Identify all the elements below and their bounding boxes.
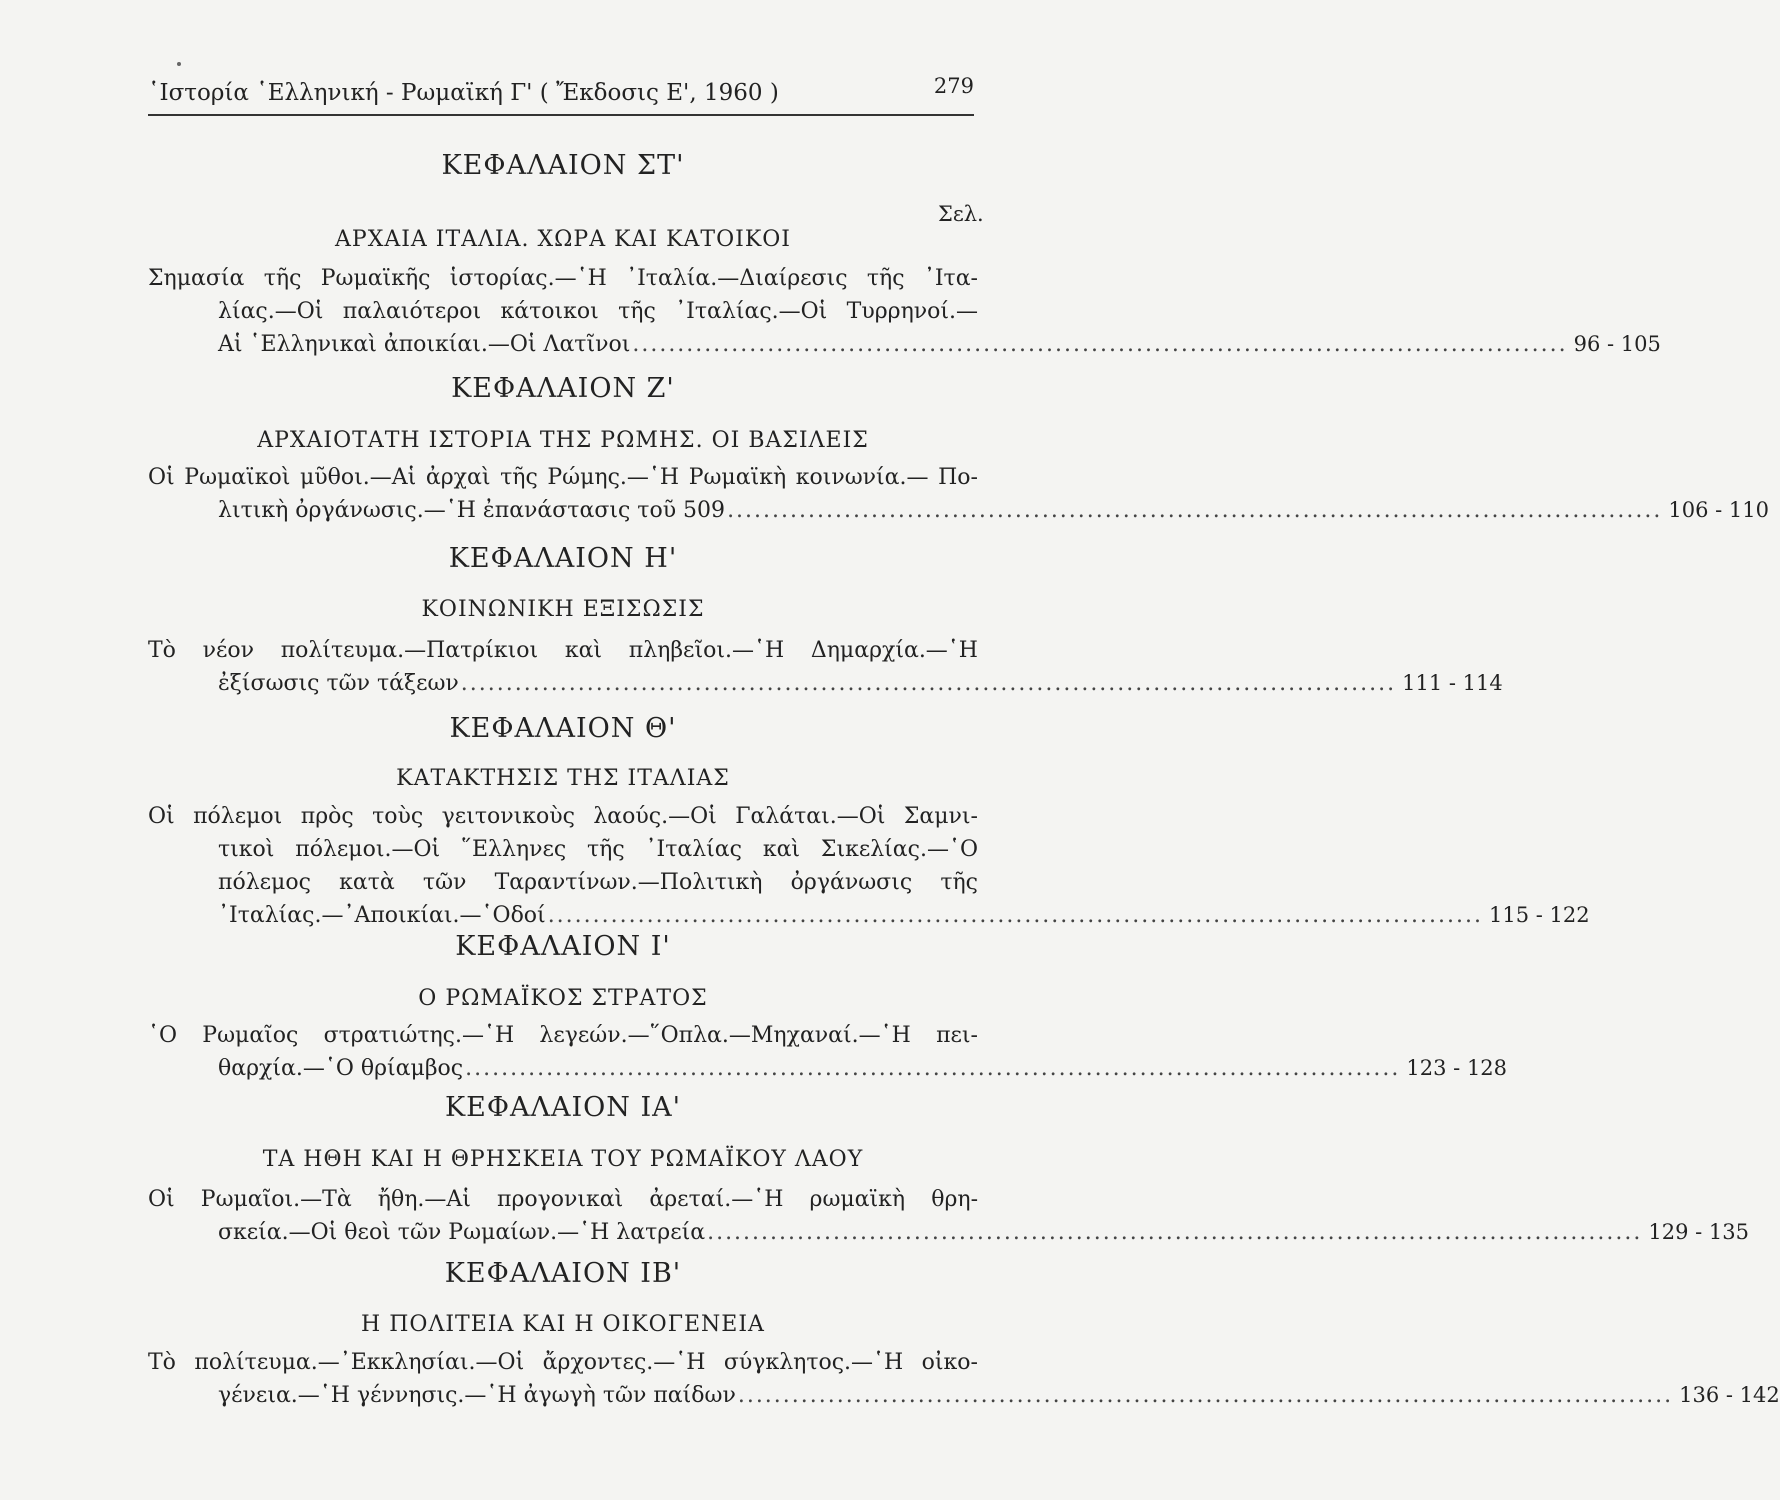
chapter-subtitle: ΑΡΧΑΙΑ ΙΤΑΛΙΑ. ΧΩΡΑ ΚΑΙ ΚΑΤΟΙΚΟΙ bbox=[335, 227, 791, 252]
entry-last-line bbox=[148, 667, 1503, 700]
page-range: 106 - 110 bbox=[1668, 498, 1769, 522]
entry-line: ᾿Ιταλίας.—᾿Αποικίαι.—῾Οδοί bbox=[218, 903, 546, 928]
chapter-subtitle: ΤΑ ΗΘΗ ΚΑΙ Η ΘΡΗΣΚΕΙΑ ΤΟΥ ΡΩΜΑΪΚΟΥ ΛΑΟΥ bbox=[262, 1147, 864, 1172]
header-title: ῾Ιστορία ῾Ελληνική - Ρωμαϊκή Γ' ( Ἔκδοσις Ε', 1960 ) bbox=[148, 80, 779, 106]
chapter-heading: ΚΕΦΑΛΑΙΟΝ Ι' bbox=[455, 931, 671, 962]
entry-line: Τὸ νέον πολίτευμα.—Πατρίκιοι καὶ πληβεῖοι.—῾Η Δημαρχία.—῾Η bbox=[148, 638, 978, 663]
entry-last-line bbox=[148, 1216, 1749, 1249]
chapter-entry bbox=[148, 461, 1769, 527]
dot-leader: ........................................................................................................ bbox=[707, 1220, 1643, 1245]
page-range: 136 - 142 bbox=[1679, 1383, 1780, 1407]
chapter-subtitle: Ο ΡΩΜΑΪΚΟΣ ΣΤΡΑΤΟΣ bbox=[418, 986, 708, 1011]
chapter-entry bbox=[148, 1183, 1749, 1249]
entry-line: σκεία.—Οἱ θεοὶ τῶν Ρωμαίων.—῾Η λατρεία bbox=[218, 1220, 706, 1245]
page-range: 115 - 122 bbox=[1488, 903, 1590, 927]
entry-line: Τὸ πολίτευμα.—᾿Εκκλησίαι.—Οἱ ἄρχοντες.—῾Η σύγκλητος.—῾Η οἰκο- bbox=[148, 1350, 978, 1375]
dot-leader: ........................................................................................................ bbox=[547, 903, 1483, 928]
entry-last-line bbox=[148, 1052, 1508, 1085]
chapter-subtitle: ΚΑΤΑΚΤΗΣΙΣ ΤΗΣ ΙΤΑΛΙΑΣ bbox=[396, 766, 730, 791]
chapter-entry bbox=[148, 262, 1661, 361]
dot-leader: ........................................................................................................ bbox=[632, 332, 1568, 357]
dot-leader: ........................................................................................................ bbox=[460, 671, 1397, 696]
chapter-heading: ΚΕΦΑΛΑΙΟΝ Θ' bbox=[449, 713, 677, 744]
entry-last-line bbox=[148, 1379, 1780, 1412]
entry-line: τικοὶ πόλεμοι.—Οἱ ῞Ελληνες τῆς ᾿Ιταλίας καὶ Σικελίας.—῾Ο bbox=[218, 837, 978, 862]
entry-line: Αἱ ῾Ελληνικαὶ ἀποικίαι.—Οἱ Λατῖνοι bbox=[218, 332, 631, 357]
page-range: 123 - 128 bbox=[1406, 1056, 1508, 1080]
page-range: 129 - 135 bbox=[1648, 1220, 1749, 1244]
page-column-label: Σελ. bbox=[938, 202, 984, 226]
chapter-entry bbox=[148, 634, 1503, 700]
entry-last-line bbox=[148, 494, 1769, 527]
entry-line: γένεια.—῾Η γέννησις.—῾Η ἀγωγὴ τῶν παίδων bbox=[218, 1383, 736, 1408]
chapter-entry bbox=[148, 1019, 1508, 1085]
page-range: 111 - 114 bbox=[1402, 671, 1503, 695]
dot-leader: ........................................................................................................ bbox=[465, 1056, 1401, 1081]
entry-line: Οἱ πόλεμοι πρὸς τοὺς γειτονικοὺς λαούς.—Οἱ Γαλάται.—Οἱ Σαμνι- bbox=[148, 804, 978, 829]
chapter-subtitle: ΑΡΧΑΙΟΤΑΤΗ ΙΣΤΟΡΙΑ ΤΗΣ ΡΩΜΗΣ. ΟΙ ΒΑΣΙΛΕΙΣ bbox=[257, 428, 869, 453]
entry-line: ἐξίσωσις τῶν τάξεων bbox=[218, 671, 459, 696]
dot-leader: ........................................................................................................ bbox=[737, 1383, 1674, 1408]
chapter-heading: ΚΕΦΑΛΑΙΟΝ ΙΒ' bbox=[444, 1258, 682, 1289]
print-speck bbox=[177, 62, 181, 66]
entry-line: Οἱ Ρωμαϊκοὶ μῦθοι.—Αἱ ἀρχαὶ τῆς Ρώμης.—῾Η Ρωμαϊκὴ κοινωνία.— Πο- bbox=[148, 465, 978, 490]
entry-last-line bbox=[148, 328, 1661, 361]
chapter-entry bbox=[148, 1346, 1780, 1412]
entry-line: Οἱ Ρωμαῖοι.—Τὰ ἤθη.—Αἱ προγονικαὶ ἀρεταί.—῾Η ρωμαϊκὴ θρη- bbox=[148, 1187, 978, 1212]
entry-last-line bbox=[148, 899, 1590, 932]
page-number: 279 bbox=[933, 74, 974, 98]
entry-line: Σημασία τῆς Ρωμαϊκῆς ἱστορίας.—῾Η ᾿Ιταλία.—Διαίρεσις τῆς ᾿Ιτα- bbox=[148, 266, 978, 291]
dot-leader: ........................................................................................................ bbox=[727, 498, 1663, 523]
chapter-heading: ΚΕΦΑΛΑΙΟΝ ΙΑ' bbox=[444, 1092, 682, 1123]
entry-line: λιτικὴ ὀργάνωσις.—῾Η ἐπανάστασις τοῦ 509 bbox=[218, 498, 726, 523]
chapter-heading: ΚΕΦΑΛΑΙΟΝ Ζ' bbox=[451, 373, 675, 404]
entry-line: θαρχία.—῾Ο θρίαμβος bbox=[218, 1056, 464, 1081]
entry-line: ῾Ο Ρωμαῖος στρατιώτης.—῾Η λεγεών.—῞Οπλα.—Μηχαναί.—῾Η πει- bbox=[148, 1023, 978, 1048]
entry-line: πόλεμος κατὰ τῶν Ταραντίνων.—Πολιτικὴ ὀργάνωσις τῆς bbox=[218, 870, 978, 895]
chapter-heading: ΚΕΦΑΛΑΙΟΝ Η' bbox=[448, 543, 678, 574]
chapter-entry bbox=[148, 800, 1590, 932]
chapter-heading: ΚΕΦΑΛΑΙΟΝ ΣΤ' bbox=[441, 150, 685, 181]
entry-line: λίας.—Οἱ παλαιότεροι κάτοικοι τῆς ᾿Ιταλίας.—Οἱ Τυρρηνοί.— bbox=[218, 299, 978, 324]
page-range: 96 - 105 bbox=[1573, 332, 1661, 356]
running-header bbox=[148, 74, 974, 116]
chapter-subtitle: ΚΟΙΝΩΝΙΚΗ ΕΞΙΣΩΣΙΣ bbox=[421, 597, 705, 622]
chapter-subtitle: Η ΠΟΛΙΤΕΙΑ ΚΑΙ Η ΟΙΚΟΓΕΝΕΙΑ bbox=[361, 1312, 765, 1337]
